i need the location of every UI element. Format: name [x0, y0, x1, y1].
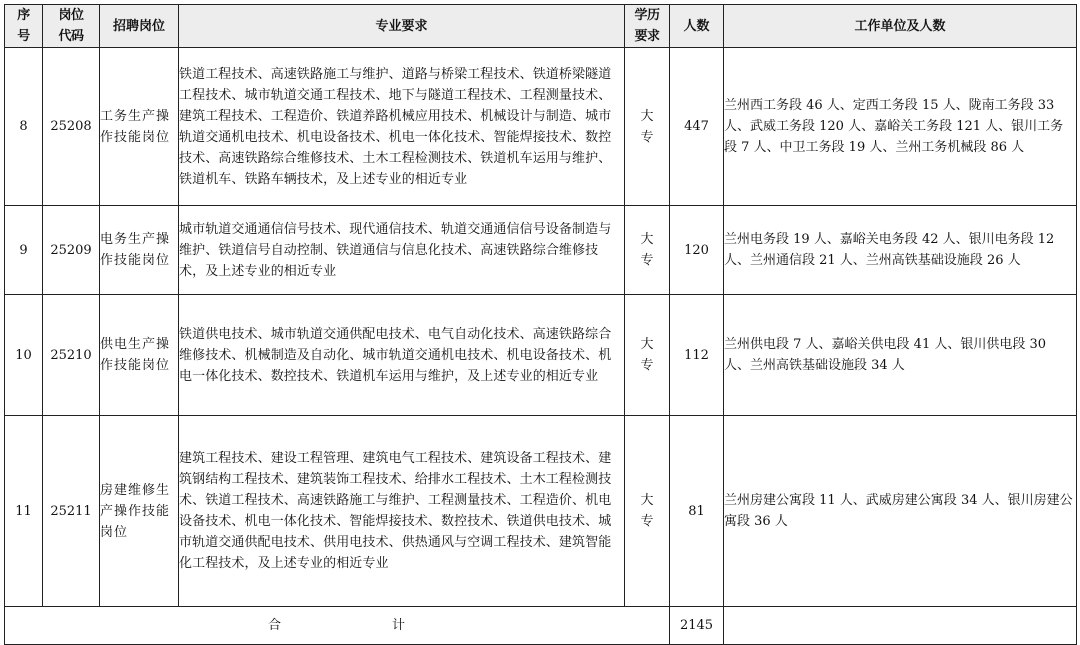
table-row: [5, 48, 1077, 206]
row-code: 25210: [43, 295, 100, 416]
header-majors: 专业要求: [179, 5, 625, 48]
row-majors: 铁道工程技术、高速铁路施工与维护、道路与桥梁工程技术、铁道桥梁隧道工程技术、城市轨道交通工程技术、地下与隧道工程技术、工程测量技术、建筑工程技术、工程造价、铁道养路机械应用技术、机械设计与制造、城市轨道交通机电技术、机电设备技术、机电一体化技术、智能焊接技术、数控技术、高速铁路综合维修技术、土木工程检测技术、铁道机车运用与维护、铁道机车、铁路车辆技术，及上述专业的相近专业: [179, 48, 625, 206]
row-post: 房建维修生产操作技能岗位: [100, 416, 179, 607]
row-seq: 11: [5, 416, 43, 607]
row-seq: 8: [5, 48, 43, 206]
row-edu: 大 专: [625, 295, 670, 416]
row-post: 供电生产操作技能岗位: [100, 295, 179, 416]
header-post: 招聘岗位: [100, 5, 179, 48]
row-edu: 大 专: [625, 48, 670, 206]
row-post: 电务生产操作技能岗位: [100, 206, 179, 295]
row-units: 兰州电务段 19 人、嘉峪关电务段 42 人、银川电务段 12 人、兰州通信段 21 人、兰州高铁基础设施段 26 人: [724, 206, 1077, 295]
total-row: [5, 607, 1077, 645]
total-label: 合 计: [5, 607, 670, 645]
row-post: 工务生产操作技能岗位: [100, 48, 179, 206]
row-edu: 大 专: [625, 416, 670, 607]
table-row: [5, 416, 1077, 607]
row-seq: 9: [5, 206, 43, 295]
row-units: 兰州西工务段 46 人、定西工务段 15 人、陇南工务段 33 人、武威工务段 120 人、嘉峪关工务段 121 人、银川工务段 7 人、中卫工务段 19 人、兰州工务机械段 86 人: [724, 48, 1077, 206]
total-units-empty: [724, 607, 1077, 645]
row-majors: 建筑工程技术、建设工程管理、建筑电气工程技术、建筑设备工程技术、建筑钢结构工程技术、建筑装饰工程技术、给排水工程技术、土木工程检测技术、铁道工程技术、高速铁路施工与维护、工程测量技术、工程造价、机电设备技术、机电一体化技术、智能焊接技术、数控技术、铁道供电技术、城市轨道交通供配电技术、供用电技术、供热通风与空调工程技术、建筑智能化工程技术，及上述专业的相近专业: [179, 416, 625, 607]
row-seq: 10: [5, 295, 43, 416]
row-majors: 铁道供电技术、城市轨道交通供配电技术、电气自动化技术、高速铁路综合维修技术、机械制造及自动化、城市轨道交通机电技术、机电设备技术、机电一体化技术、数控技术、铁道机车运用与维护，及上述专业的相近专业: [179, 295, 625, 416]
row-count: 120: [670, 206, 724, 295]
row-majors: 城市轨道交通通信信号技术、现代通信技术、轨道交通通信信号设备制造与维护、铁道信号自动控制、铁道通信与信息化技术、高速铁路综合维修技术，及上述专业的相近专业: [179, 206, 625, 295]
header-count: 人数: [670, 5, 724, 48]
row-count: 112: [670, 295, 724, 416]
row-code: 25211: [43, 416, 100, 607]
row-units: 兰州供电段 7 人、嘉峪关供电段 41 人、银川供电段 30 人、兰州高铁基础设施段 34 人: [724, 295, 1077, 416]
table-row: [5, 206, 1077, 295]
header-code: 岗位 代码: [43, 5, 100, 48]
header-edu: 学历 要求: [625, 5, 670, 48]
row-units: 兰州房建公寓段 11 人、武威房建公寓段 34 人、银川房建公寓段 36 人: [724, 416, 1077, 607]
header-seq: 序 号: [5, 5, 43, 48]
table-row: [5, 295, 1077, 416]
row-edu: 大 专: [625, 206, 670, 295]
row-count: 447: [670, 48, 724, 206]
row-code: 25209: [43, 206, 100, 295]
header-units: 工作单位及人数: [724, 5, 1077, 48]
header-row: [5, 5, 1077, 48]
recruitment-table: [4, 4, 1077, 645]
row-code: 25208: [43, 48, 100, 206]
total-count: 2145: [670, 607, 724, 645]
row-count: 81: [670, 416, 724, 607]
